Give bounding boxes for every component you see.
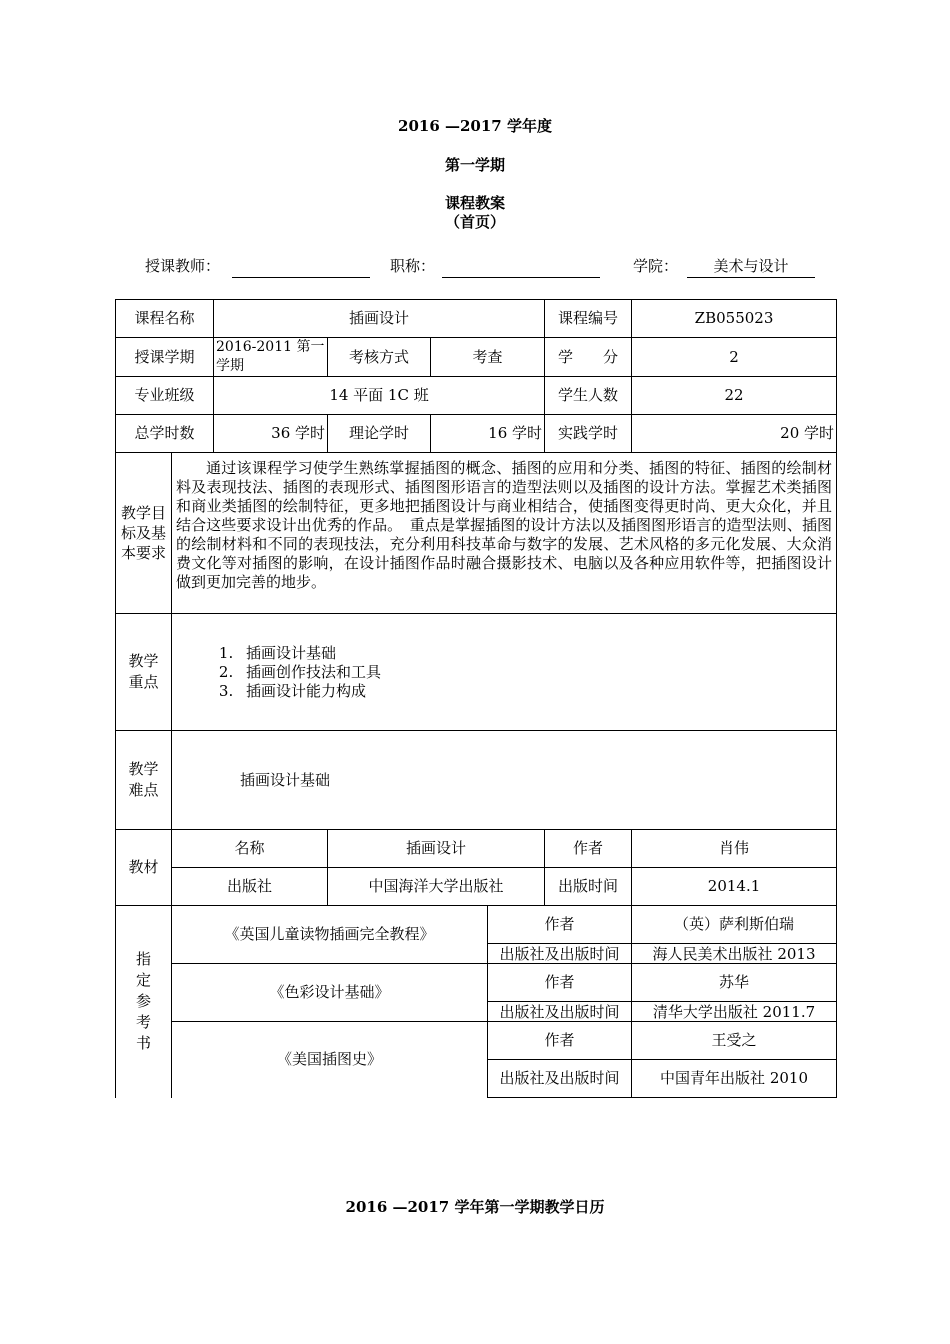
difficulty-text: 插画设计基础 — [172, 731, 837, 830]
practice-hours-value: 20 学时 — [632, 415, 837, 453]
course-plan-table — [115, 299, 837, 1098]
textbook-date-value: 2014.1 — [632, 868, 837, 906]
class-label: 专业班级 — [116, 377, 214, 415]
college-field[interactable] — [687, 277, 815, 278]
course-code-label: 课程编号 — [545, 300, 632, 338]
reference-publisher: 清华大学出版社 2011.7 — [632, 1002, 837, 1022]
difficulty-label: 教学难点 — [116, 731, 172, 830]
objectives-cell — [172, 453, 837, 614]
reference-publisher-label: 出版社及出版时间 — [488, 1002, 632, 1022]
textbook-label: 教材 — [116, 830, 172, 906]
reference-author-label: 作者 — [488, 906, 632, 944]
teacher-field[interactable] — [232, 277, 370, 278]
semester-heading: 第一学期 — [444, 156, 505, 174]
college-label: 学院： — [633, 257, 679, 275]
exam-value: 考查 — [431, 338, 545, 377]
title-field[interactable] — [442, 277, 600, 278]
focus-item: 1. 插画设计基础 — [238, 644, 834, 663]
objectives-label: 教学目标及基本要求 — [116, 453, 172, 614]
textbook-author-label: 作者 — [545, 830, 632, 868]
reference-author: 苏华 — [632, 964, 837, 1002]
textbook-date-label: 出版时间 — [545, 868, 632, 906]
reference-publisher: 中国青年出版社 2010 — [632, 1060, 837, 1098]
textbook-publisher-label: 出版社 — [172, 868, 328, 906]
calendar-heading: 2016 —2017 学年第一学期教学日历 — [345, 1198, 605, 1216]
reference-publisher-label: 出版社及出版时间 — [488, 944, 632, 964]
objectives-text: 通过该课程学习使学生熟练掌握插图的概念、插图的应用和分类、插图的特征、插图的绘制材料及表现技法、插图的表现形式、插图图形语言的造型法则以及插图的设计方法。掌握艺术类插图和商业类插图的绘制特征，更多地把插图设计与商业相结合，使插图变得更时尚、更大众化，并且结合这些要求设计出优秀的作品。 重点是掌握插图的设计方法以及插图图形语言的造型法则、插图的绘制材料和不同的表现技法，充分利用科技革命与数字的发展、艺术风格的多元化发展、大众消费文化等对插图的影响，在设计插图作品时融合摄影技术、电脑以及各种应用软件等，把插图设计做到更加完善的地步。 — [176, 459, 833, 591]
reference-title: 《色彩设计基础》 — [172, 964, 488, 1022]
students-label: 学生人数 — [545, 377, 632, 415]
references-label: 指定参考书 — [116, 906, 172, 1098]
reference-title: 《美国插图史》 — [172, 1022, 488, 1098]
reference-author: （英）萨利斯伯瑞 — [632, 906, 837, 944]
reference-author-label: 作者 — [488, 1022, 632, 1060]
textbook-name-label: 名称 — [172, 830, 328, 868]
focus-label: 教学重点 — [116, 614, 172, 731]
course-name-value: 插画设计 — [214, 300, 545, 338]
textbook-name-value: 插画设计 — [328, 830, 545, 868]
course-name-label: 课程名称 — [116, 300, 214, 338]
term-label: 授课学期 — [116, 338, 214, 377]
class-value: 14 平面 1C 班 — [214, 377, 545, 415]
reference-publisher-label: 出版社及出版时间 — [488, 1060, 632, 1098]
focus-cell — [172, 614, 837, 731]
credit-value: 2 — [632, 338, 837, 377]
reference-publisher: 海人民美术出版社 2013 — [632, 944, 837, 964]
reference-title: 《英国儿童读物插画完全教程》 — [172, 906, 488, 964]
focus-list — [174, 644, 834, 701]
reference-author: 王受之 — [632, 1022, 837, 1060]
plan-subtitle: （首页） — [444, 213, 505, 231]
textbook-publisher-value: 中国海洋大学出版社 — [328, 868, 545, 906]
reference-author-label: 作者 — [488, 964, 632, 1002]
focus-item: 3. 插画设计能力构成 — [238, 682, 834, 701]
focus-item: 2. 插画创作技法和工具 — [238, 663, 834, 682]
term-value: 2016-2011 第一学期 — [214, 338, 328, 377]
theory-hours-value: 16 学时 — [431, 415, 545, 453]
total-hours-label: 总学时数 — [116, 415, 214, 453]
credit-label: 学 分 — [545, 338, 632, 377]
year-heading: 2016 —2017 学年度 — [398, 117, 552, 135]
title-label: 职称： — [390, 257, 436, 275]
plan-title: 课程教案 — [444, 194, 505, 212]
exam-label: 考核方式 — [328, 338, 431, 377]
students-value: 22 — [632, 377, 837, 415]
practice-hours-label: 实践学时 — [545, 415, 632, 453]
theory-hours-label: 理论学时 — [328, 415, 431, 453]
course-code-value: ZB055023 — [632, 300, 837, 338]
teacher-label: 授课教师： — [145, 257, 221, 275]
total-hours-value: 36 学时 — [214, 415, 328, 453]
textbook-author-value: 肖伟 — [632, 830, 837, 868]
college-value: 美术与设计 — [713, 257, 789, 275]
